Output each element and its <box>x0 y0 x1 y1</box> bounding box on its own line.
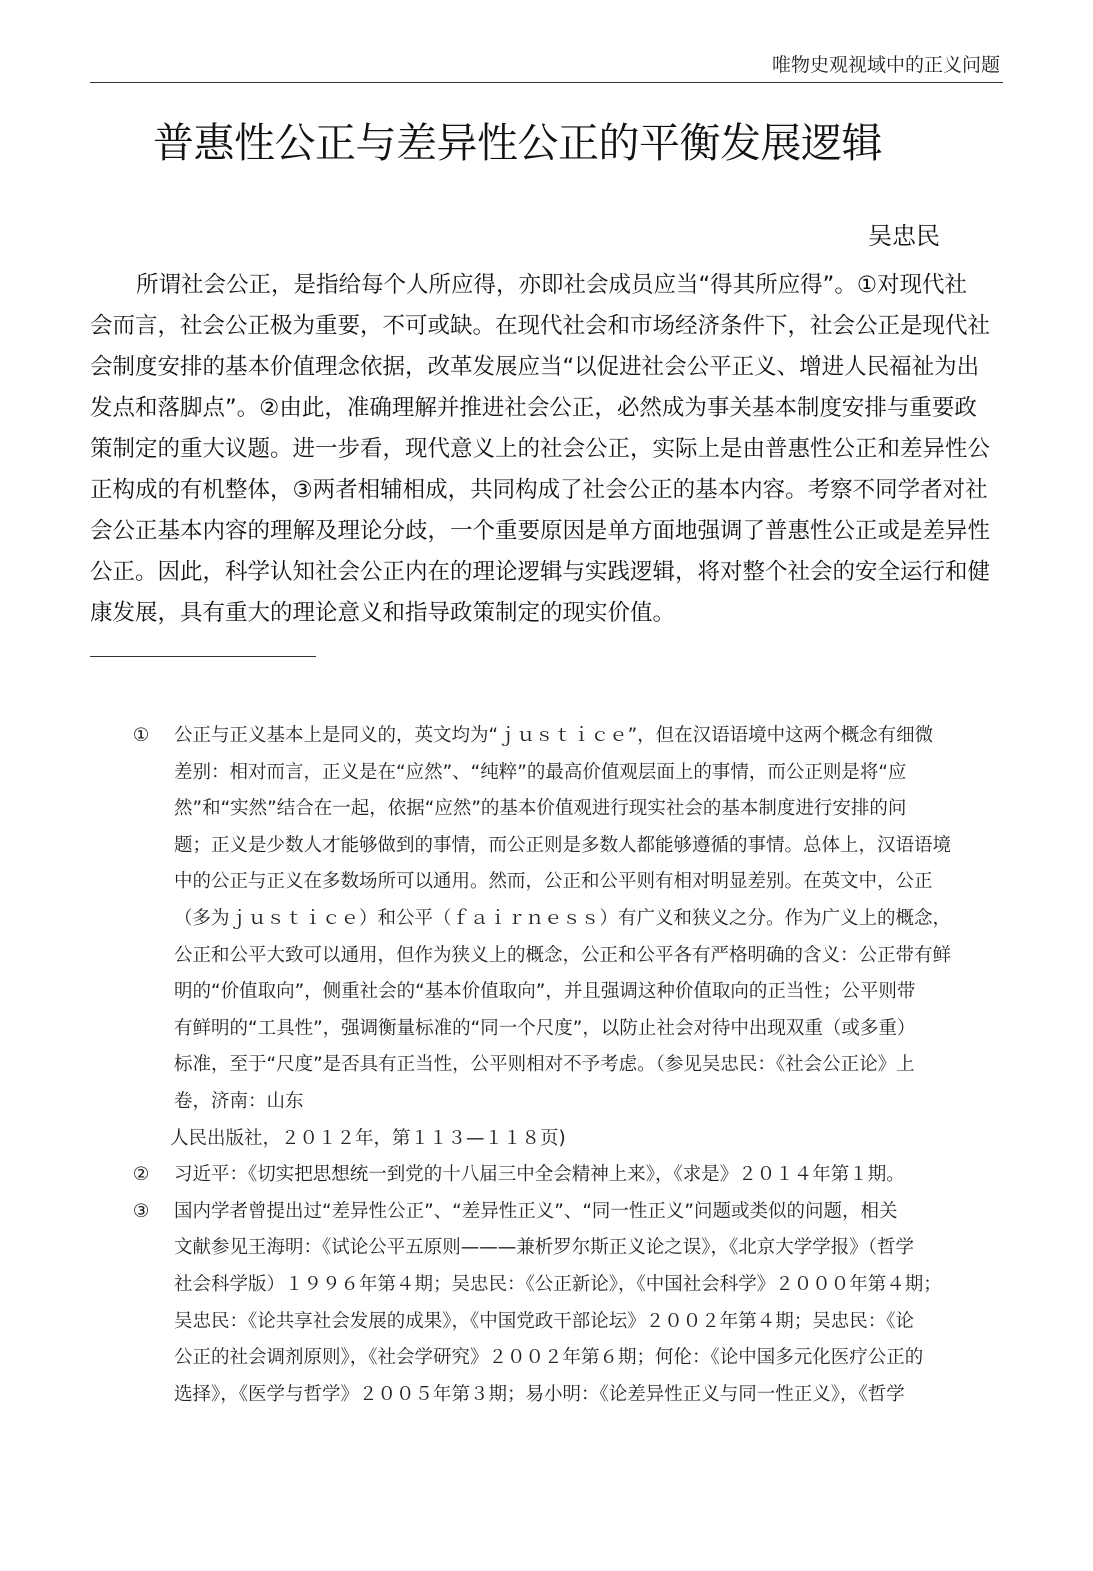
article-body-paragraph <box>90 265 1004 634</box>
paragraph-line: 会制度安排的基本价值理念依据，改革发展应当“以促进社会公平正义、增进人民福祉为出 <box>90 354 980 380</box>
footnote-line: 卷，济南：山东 <box>174 1090 304 1112</box>
paragraph-line: 公正。因此，科学认知社会公正内在的理论逻辑与实践逻辑，将对整个社会的安全运行和健 <box>90 559 991 585</box>
article-title: 普惠性公正与差异性公正的平衡发展逻辑 <box>153 119 882 167</box>
running-header: 唯物史观视域中的正义问题 <box>771 54 1000 76</box>
paragraph-line: 策制定的重大议题。进一步看，现代意义上的社会公正，实际上是由普惠性公正和差异性公 <box>90 436 991 462</box>
footnote-line: 选择》，《医学与哲学》２００５年第３期；易小明：《论差异性正义与同一性正义》，《哲学 <box>174 1383 905 1405</box>
footnote-text <box>174 1157 1010 1194</box>
paragraph-line: 所谓社会公正，是指给每个人所应得，亦即社会成员应当“得其所应得”。①对现代社 <box>136 272 967 298</box>
footnote-line: 有鲜明的“工具性”，强调衡量标准的“同一个尺度”，以防止社会对待中出现双重（或多重） <box>174 1017 916 1039</box>
footnote-line: 差别：相对而言，正义是在“应然”、“纯粹”的最高价值观层面上的事情，而公正则是将“应 <box>174 761 907 783</box>
paragraph-line: 发点和落脚点”。②由此，准确理解并推进社会公正，必然成为事关基本制度安排与重要政 <box>90 395 977 421</box>
footnote-line: 文献参见王海明：《试论公平五原则———兼析罗尔斯正义论之误》，《北京大学学报》（哲学 <box>174 1237 915 1259</box>
footnote-line: 公正和公平大致可以通用，但作为狭义上的概念，公正和公平各有严格明确的含义：公正带有鲜 <box>174 944 952 966</box>
paragraph-line: 会公正基本内容的理解及理论分歧，一个重要原因是单方面地强调了普惠性公正或是差异性 <box>90 518 991 544</box>
footnote-1 <box>120 718 1010 1157</box>
footnote-line: （多为ｊｕｓｔｉｃｅ）和公平（ｆａｉｒｎｅｓｓ）有广义和狭义之分。作为广义上的概念， <box>174 907 952 929</box>
footnote-text <box>174 1194 1010 1414</box>
article-author: 吴忠民 <box>868 222 940 250</box>
paragraph-line: 会而言，社会公正极为重要，不可或缺。在现代社会和市场经济条件下，社会公正是现代社 <box>90 313 991 339</box>
paragraph-line: 正构成的有机整体，③两者相辅相成，共同构成了社会公正的基本内容。考察不同学者对社 <box>90 477 988 503</box>
footnote-line: 公正的社会调剂原则》，《社会学研究》２００２年第６期；何伦：《论中国多元化医疗公正的 <box>174 1347 924 1369</box>
footnote-line: 然”和“实然”结合在一起，依据“应然”的基本价值观进行现实社会的基本制度进行安排的问 <box>174 798 907 820</box>
footnote-line: 人民出版社，２０１２年，第１１３—１１８页) <box>170 1127 566 1149</box>
paragraph-line: 康发展，具有重大的理论意义和指导政策制定的现实价值。 <box>90 600 676 626</box>
footnote-marker: ③ <box>132 1200 150 1222</box>
footnote-line: 吴忠民：《论共享社会发展的成果》，《中国党政干部论坛》２００２年第４期；吴忠民：《论 <box>174 1310 915 1332</box>
footnote-marker: ② <box>132 1164 150 1186</box>
footnote-line: 明的“价值取向”，侧重社会的“基本价值取向”，并且强调这种价值取向的正当性；公平则带 <box>174 981 916 1003</box>
footnote-line: 习近平：《切实把思想统一到党的十八届三中全会精神上来》，《求是》２０１４年第１期。 <box>174 1164 905 1186</box>
header-rule <box>90 82 1003 83</box>
footnote-line: 公正与正义基本上是同义的，英文均为“ｊｕｓｔｉｃｅ”，但在汉语语境中这两个概念有细微 <box>174 725 934 746</box>
footnote-line: 标准，至于“尺度”是否具有正当性，公平则相对不予考虑。（参见吴忠民：《社会公正论》上 <box>174 1054 915 1076</box>
footnote-line: 社会科学版）１９９６年第４期；吴忠民：《公正新论》，《中国社会科学》２０００年第４期； <box>174 1273 942 1295</box>
footnote-line: 中的公正与正义在多数场所可以通用。然而，公正和公平则有相对明显差别。在英文中，公正 <box>174 871 933 893</box>
footnote-text <box>170 718 1010 1157</box>
footnote-marker: ① <box>132 725 150 746</box>
footnote-line: 国内学者曾提出过“差异性公正”、“差异性正义”、“同一性正义”问题或类似的问题，相关 <box>174 1200 898 1222</box>
footnote-3 <box>120 1194 1010 1414</box>
footnotes <box>120 718 1010 1413</box>
footnote-separator <box>90 656 316 657</box>
footnote-2 <box>120 1157 1010 1194</box>
footnote-line: 题；正义是少数人才能够做到的事情，而公正则是多数人都能够遵循的事情。总体上，汉语语境 <box>174 834 952 856</box>
